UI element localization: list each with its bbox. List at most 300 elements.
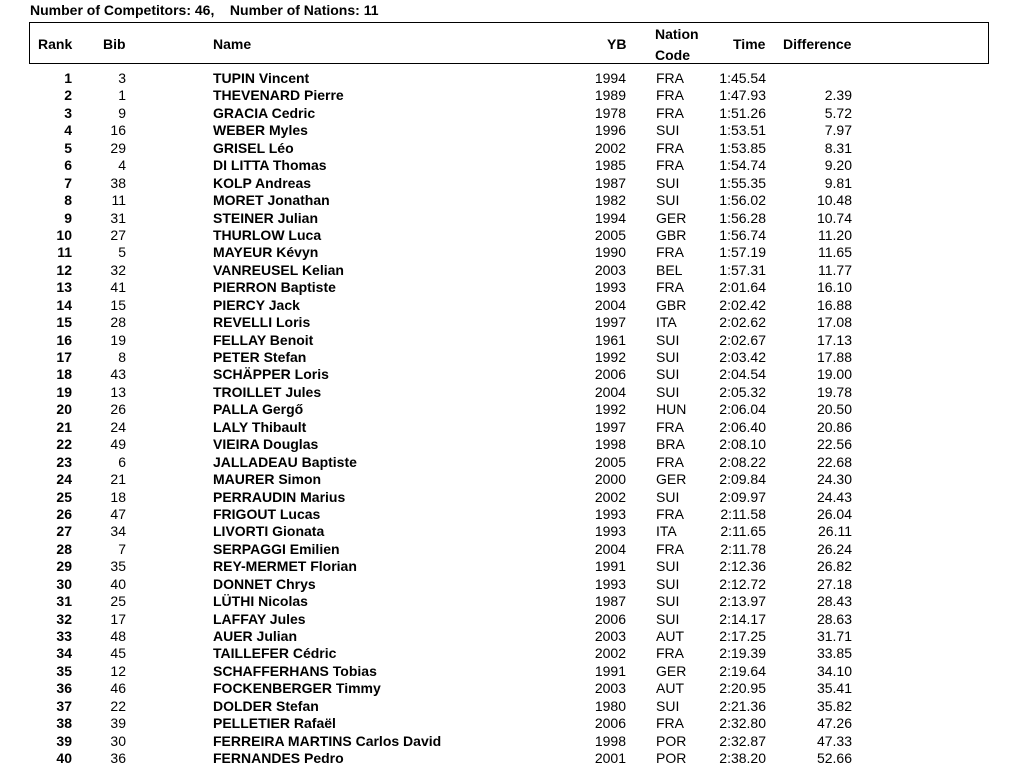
name-cell: KOLP Andreas bbox=[213, 174, 312, 191]
year-of-birth-cell: 1987 bbox=[594, 593, 626, 610]
difference-cell: 17.88 bbox=[816, 349, 852, 365]
rank-cell: 1 bbox=[64, 70, 72, 86]
name-cell: GRISEL Léo bbox=[213, 139, 294, 156]
name-cell: GRACIA Cedric bbox=[213, 104, 316, 121]
table-row bbox=[0, 262, 1024, 279]
difference-cell: 10.74 bbox=[816, 209, 852, 226]
difference-cell: 35.41 bbox=[816, 680, 852, 697]
rank-cell: 37 bbox=[56, 697, 72, 714]
difference-cell: 2.39 bbox=[824, 87, 852, 104]
rank-cell: 24 bbox=[56, 471, 72, 488]
time-cell: 1:45.54 bbox=[719, 70, 766, 86]
difference-cell: 17.13 bbox=[816, 331, 852, 348]
year-of-birth-cell: 2005 bbox=[594, 453, 626, 470]
header-nation-line1: Nation bbox=[655, 26, 699, 42]
time-cell: 2:19.39 bbox=[719, 645, 766, 662]
name-cell: JALLADEAU Baptiste bbox=[213, 453, 357, 470]
nations-count: Number of Nations: 11 bbox=[229, 2, 379, 18]
difference-cell: 34.10 bbox=[816, 662, 852, 679]
difference-cell: 24.30 bbox=[816, 471, 852, 488]
name-cell: STEINER Julian bbox=[213, 209, 319, 226]
table-row bbox=[0, 332, 1024, 349]
name-cell: MAURER Simon bbox=[213, 471, 322, 488]
header-time: Time bbox=[733, 36, 766, 52]
rank-cell: 27 bbox=[56, 523, 72, 540]
bib-cell: 12 bbox=[110, 662, 126, 679]
name-cell: PELLETIER Rafaël bbox=[213, 715, 336, 732]
time-cell: 1:47.93 bbox=[719, 87, 766, 104]
table-row bbox=[0, 576, 1024, 593]
difference-cell: 22.56 bbox=[816, 436, 852, 453]
nation-code-cell: SUI bbox=[656, 697, 680, 714]
bib-cell: 17 bbox=[110, 610, 126, 627]
bib-cell: 15 bbox=[110, 296, 126, 313]
name-cell: DOLDER Stefan bbox=[213, 697, 319, 714]
rank-cell: 25 bbox=[56, 488, 72, 505]
year-of-birth-cell: 2006 bbox=[594, 610, 626, 627]
table-row bbox=[0, 87, 1024, 104]
time-cell: 2:11.78 bbox=[720, 540, 766, 557]
name-cell: LIVORTI Gionata bbox=[213, 523, 325, 540]
time-cell: 2:04.54 bbox=[719, 366, 766, 383]
rank-cell: 5 bbox=[64, 139, 72, 156]
results-table-header bbox=[29, 22, 989, 64]
nation-code-cell: FRA bbox=[656, 157, 684, 174]
difference-cell: 7.97 bbox=[824, 122, 852, 139]
header-difference: Difference bbox=[783, 36, 852, 52]
rank-cell: 14 bbox=[56, 296, 72, 313]
time-cell: 1:53.51 bbox=[719, 122, 766, 139]
difference-cell: 9.81 bbox=[824, 174, 852, 191]
competition-summary bbox=[30, 2, 379, 18]
time-cell: 1:56.74 bbox=[719, 226, 766, 243]
difference-cell: 26.11 bbox=[818, 523, 852, 540]
difference-cell: 26.24 bbox=[816, 540, 852, 557]
bib-cell: 40 bbox=[110, 575, 126, 592]
nation-code-cell: FRA bbox=[656, 70, 684, 86]
bib-cell: 26 bbox=[110, 401, 126, 418]
name-cell: DI LITTA Thomas bbox=[213, 157, 327, 174]
nation-code-cell: FRA bbox=[656, 279, 684, 296]
difference-cell: 22.68 bbox=[816, 453, 852, 470]
table-row bbox=[0, 506, 1024, 523]
nation-code-cell: FRA bbox=[656, 104, 684, 121]
time-cell: 1:57.19 bbox=[719, 244, 766, 261]
time-cell: 2:03.42 bbox=[719, 349, 766, 365]
difference-cell: 19.00 bbox=[816, 366, 852, 383]
year-of-birth-cell: 1991 bbox=[594, 558, 626, 575]
time-cell: 1:56.02 bbox=[719, 192, 766, 209]
bib-cell: 27 bbox=[110, 226, 126, 243]
year-of-birth-cell: 2006 bbox=[594, 366, 626, 383]
time-cell: 2:06.04 bbox=[719, 401, 766, 418]
difference-cell: 11.65 bbox=[818, 244, 852, 261]
name-cell: REVELLI Loris bbox=[213, 314, 311, 331]
table-row bbox=[0, 523, 1024, 540]
rank-cell: 35 bbox=[56, 662, 72, 679]
name-cell: DONNET Chrys bbox=[213, 575, 316, 592]
nation-code-cell: POR bbox=[656, 732, 687, 749]
table-row bbox=[0, 663, 1024, 680]
year-of-birth-cell: 2002 bbox=[594, 139, 626, 156]
difference-cell: 9.20 bbox=[824, 157, 852, 174]
rank-cell: 2 bbox=[64, 87, 72, 104]
time-cell: 1:55.35 bbox=[719, 174, 766, 191]
bib-cell: 21 bbox=[110, 471, 126, 488]
difference-cell: 28.43 bbox=[816, 593, 852, 610]
header-yb: YB bbox=[607, 36, 627, 52]
name-cell: MORET Jonathan bbox=[213, 192, 330, 209]
table-row bbox=[0, 558, 1024, 575]
bib-cell: 24 bbox=[110, 418, 126, 435]
bib-cell: 34 bbox=[110, 523, 126, 540]
year-of-birth-cell: 1987 bbox=[594, 174, 626, 191]
time-cell: 2:19.64 bbox=[719, 662, 766, 679]
nation-code-cell: FRA bbox=[656, 505, 684, 522]
table-row bbox=[0, 175, 1024, 192]
year-of-birth-cell: 1992 bbox=[594, 349, 626, 365]
table-row bbox=[0, 210, 1024, 227]
competitors-count: Number of Competitors: 46, bbox=[30, 2, 215, 18]
name-cell: LALY Thibault bbox=[213, 418, 307, 435]
bib-cell: 38 bbox=[110, 174, 126, 191]
time-cell: 2:09.84 bbox=[719, 471, 766, 488]
nation-code-cell: SUI bbox=[656, 349, 680, 365]
name-cell: LAFFAY Jules bbox=[213, 610, 306, 627]
year-of-birth-cell: 2004 bbox=[594, 540, 626, 557]
rank-cell: 33 bbox=[56, 628, 72, 644]
difference-cell: 16.10 bbox=[816, 279, 852, 296]
rank-cell: 3 bbox=[64, 104, 72, 121]
nation-code-cell: GER bbox=[656, 662, 687, 679]
bib-cell: 18 bbox=[110, 488, 126, 505]
nation-code-cell: SUI bbox=[656, 383, 680, 400]
difference-cell: 26.04 bbox=[816, 505, 852, 522]
nation-code-cell: SUI bbox=[656, 366, 680, 383]
rank-cell: 4 bbox=[64, 122, 72, 139]
time-cell: 2:38.20 bbox=[719, 750, 766, 767]
time-cell: 2:32.80 bbox=[719, 715, 766, 732]
nation-code-cell: ITA bbox=[656, 314, 677, 331]
name-cell: THEVENARD Pierre bbox=[213, 87, 344, 104]
table-row bbox=[0, 471, 1024, 488]
bib-cell: 5 bbox=[118, 244, 126, 261]
rank-cell: 31 bbox=[56, 593, 72, 610]
bib-cell: 11 bbox=[111, 192, 126, 209]
nation-code-cell: GER bbox=[656, 471, 687, 488]
difference-cell: 28.63 bbox=[816, 610, 852, 627]
year-of-birth-cell: 1997 bbox=[594, 418, 626, 435]
rank-cell: 29 bbox=[56, 558, 72, 575]
nation-code-cell: POR bbox=[656, 750, 687, 767]
time-cell: 2:17.25 bbox=[719, 628, 766, 644]
table-row bbox=[0, 366, 1024, 383]
rank-cell: 19 bbox=[56, 383, 72, 400]
bib-cell: 48 bbox=[110, 628, 126, 644]
rank-cell: 6 bbox=[64, 157, 72, 174]
difference-cell: 19.78 bbox=[816, 383, 852, 400]
difference-cell: 31.71 bbox=[816, 628, 852, 644]
bib-cell: 25 bbox=[110, 593, 126, 610]
nation-code-cell: AUT bbox=[656, 680, 684, 697]
bib-cell: 28 bbox=[110, 314, 126, 331]
rank-cell: 36 bbox=[56, 680, 72, 697]
difference-cell: 10.48 bbox=[816, 192, 852, 209]
year-of-birth-cell: 1991 bbox=[594, 662, 626, 679]
table-row bbox=[0, 715, 1024, 732]
nation-code-cell: BRA bbox=[656, 436, 685, 453]
nation-code-cell: FRA bbox=[656, 244, 684, 261]
bib-cell: 45 bbox=[110, 645, 126, 662]
difference-cell: 47.33 bbox=[816, 732, 852, 749]
table-row bbox=[0, 279, 1024, 296]
year-of-birth-cell: 1996 bbox=[594, 122, 626, 139]
year-of-birth-cell: 1998 bbox=[594, 732, 626, 749]
nation-code-cell: SUI bbox=[656, 122, 680, 139]
time-cell: 1:54.74 bbox=[719, 157, 766, 174]
time-cell: 2:32.87 bbox=[719, 732, 766, 749]
bib-cell: 3 bbox=[118, 70, 126, 86]
difference-cell: 26.82 bbox=[816, 558, 852, 575]
bib-cell: 32 bbox=[110, 261, 126, 278]
bib-cell: 16 bbox=[110, 122, 126, 139]
year-of-birth-cell: 1982 bbox=[594, 192, 626, 209]
nation-code-cell: SUI bbox=[656, 593, 680, 610]
year-of-birth-cell: 1989 bbox=[594, 87, 626, 104]
time-cell: 2:09.97 bbox=[719, 488, 766, 505]
rank-cell: 16 bbox=[56, 331, 72, 348]
nation-code-cell: FRA bbox=[656, 540, 684, 557]
table-row bbox=[0, 733, 1024, 750]
bib-cell: 29 bbox=[110, 139, 126, 156]
rank-cell: 30 bbox=[56, 575, 72, 592]
rank-cell: 40 bbox=[56, 750, 72, 767]
nation-code-cell: GER bbox=[656, 209, 687, 226]
table-row bbox=[0, 192, 1024, 209]
year-of-birth-cell: 1980 bbox=[594, 697, 626, 714]
year-of-birth-cell: 1998 bbox=[594, 436, 626, 453]
bib-cell: 49 bbox=[110, 436, 126, 453]
table-row bbox=[0, 70, 1024, 87]
rank-cell: 10 bbox=[56, 226, 72, 243]
time-cell: 2:08.10 bbox=[719, 436, 766, 453]
year-of-birth-cell: 2001 bbox=[594, 750, 626, 767]
time-cell: 2:05.32 bbox=[719, 383, 766, 400]
bib-cell: 31 bbox=[110, 209, 126, 226]
nation-code-cell: FRA bbox=[656, 418, 684, 435]
time-cell: 2:13.97 bbox=[719, 593, 766, 610]
name-cell: FERREIRA MARTINS Carlos David bbox=[213, 732, 442, 749]
table-row bbox=[0, 297, 1024, 314]
year-of-birth-cell: 2006 bbox=[594, 715, 626, 732]
rank-cell: 28 bbox=[56, 540, 72, 557]
name-cell: TAILLEFER Cédric bbox=[213, 645, 337, 662]
difference-cell: 47.26 bbox=[816, 715, 852, 732]
nation-code-cell: ITA bbox=[656, 523, 677, 540]
bib-cell: 43 bbox=[110, 366, 126, 383]
nation-code-cell: SUI bbox=[656, 331, 680, 348]
year-of-birth-cell: 1993 bbox=[594, 575, 626, 592]
year-of-birth-cell: 1961 bbox=[594, 331, 626, 348]
nation-code-cell: GBR bbox=[656, 296, 687, 313]
name-cell: PETER Stefan bbox=[213, 349, 307, 365]
results-table-body bbox=[0, 70, 1024, 768]
table-row bbox=[0, 489, 1024, 506]
year-of-birth-cell: 2003 bbox=[594, 680, 626, 697]
time-cell: 2:02.62 bbox=[719, 314, 766, 331]
rank-cell: 8 bbox=[64, 192, 72, 209]
rank-cell: 26 bbox=[56, 505, 72, 522]
difference-cell: 11.77 bbox=[818, 261, 852, 278]
difference-cell: 52.66 bbox=[816, 750, 852, 767]
time-cell: 1:56.28 bbox=[719, 209, 766, 226]
name-cell: THURLOW Luca bbox=[213, 226, 322, 243]
table-row bbox=[0, 645, 1024, 662]
year-of-birth-cell: 1992 bbox=[594, 401, 626, 418]
year-of-birth-cell: 1993 bbox=[594, 279, 626, 296]
time-cell: 1:53.85 bbox=[719, 139, 766, 156]
difference-cell: 17.08 bbox=[816, 314, 852, 331]
difference-cell: 5.72 bbox=[824, 104, 852, 121]
table-row bbox=[0, 750, 1024, 767]
rank-cell: 13 bbox=[56, 279, 72, 296]
name-cell: TUPIN Vincent bbox=[213, 70, 310, 86]
year-of-birth-cell: 1993 bbox=[594, 523, 626, 540]
rank-cell: 23 bbox=[56, 453, 72, 470]
bib-cell: 9 bbox=[118, 104, 126, 121]
rank-cell: 20 bbox=[56, 401, 72, 418]
nation-code-cell: SUI bbox=[656, 558, 680, 575]
name-cell: FERNANDES Pedro bbox=[213, 750, 344, 767]
bib-cell: 22 bbox=[110, 697, 126, 714]
bib-cell: 36 bbox=[110, 750, 126, 767]
name-cell: SERPAGGI Emilien bbox=[213, 540, 340, 557]
difference-cell: 33.85 bbox=[816, 645, 852, 662]
year-of-birth-cell: 1997 bbox=[594, 314, 626, 331]
table-row bbox=[0, 401, 1024, 418]
bib-cell: 8 bbox=[118, 349, 126, 365]
name-cell: PIERCY Jack bbox=[213, 296, 300, 313]
bib-cell: 13 bbox=[110, 383, 126, 400]
year-of-birth-cell: 2002 bbox=[594, 488, 626, 505]
name-cell: REY-MERMET Florian bbox=[213, 558, 357, 575]
rank-cell: 21 bbox=[56, 418, 72, 435]
rank-cell: 32 bbox=[56, 610, 72, 627]
header-bib: Bib bbox=[103, 36, 126, 52]
table-row bbox=[0, 419, 1024, 436]
difference-cell: 35.82 bbox=[816, 697, 852, 714]
time-cell: 1:51.26 bbox=[719, 104, 766, 121]
year-of-birth-cell: 1990 bbox=[594, 244, 626, 261]
nation-code-cell: FRA bbox=[656, 453, 684, 470]
name-cell: PALLA Gergő bbox=[213, 401, 304, 418]
name-cell: LÜTHI Nicolas bbox=[213, 593, 308, 610]
time-cell: 2:02.42 bbox=[719, 296, 766, 313]
time-cell: 2:21.36 bbox=[719, 697, 766, 714]
header-nation-line2: Code bbox=[655, 47, 690, 63]
nation-code-cell: SUI bbox=[656, 192, 680, 209]
time-cell: 2:02.67 bbox=[719, 331, 766, 348]
nation-code-cell: HUN bbox=[656, 401, 687, 418]
name-cell: VIEIRA Douglas bbox=[213, 436, 319, 453]
year-of-birth-cell: 2004 bbox=[594, 296, 626, 313]
bib-cell: 39 bbox=[110, 715, 126, 732]
rank-cell: 34 bbox=[56, 645, 72, 662]
table-row bbox=[0, 227, 1024, 244]
header-nation bbox=[655, 24, 699, 66]
bib-cell: 35 bbox=[110, 558, 126, 575]
rank-cell: 39 bbox=[56, 732, 72, 749]
rank-cell: 38 bbox=[56, 715, 72, 732]
year-of-birth-cell: 2004 bbox=[594, 383, 626, 400]
name-cell: VANREUSEL Kelian bbox=[213, 261, 344, 278]
name-cell: FRIGOUT Lucas bbox=[213, 505, 321, 522]
nation-code-cell: SUI bbox=[656, 610, 680, 627]
time-cell: 2:14.17 bbox=[719, 610, 766, 627]
rank-cell: 7 bbox=[64, 174, 72, 191]
rank-cell: 9 bbox=[64, 209, 72, 226]
nation-code-cell: SUI bbox=[656, 488, 680, 505]
header-rank: Rank bbox=[38, 36, 73, 52]
name-cell: TROILLET Jules bbox=[213, 383, 322, 400]
name-cell: AUER Julian bbox=[213, 628, 298, 644]
year-of-birth-cell: 1994 bbox=[594, 70, 626, 86]
year-of-birth-cell: 1994 bbox=[594, 209, 626, 226]
bib-cell: 4 bbox=[118, 157, 126, 174]
nation-code-cell: BEL bbox=[656, 261, 683, 278]
name-cell: PERRAUDIN Marius bbox=[213, 488, 346, 505]
time-cell: 2:08.22 bbox=[719, 453, 766, 470]
rank-cell: 12 bbox=[56, 261, 72, 278]
name-cell: PIERRON Baptiste bbox=[213, 279, 336, 296]
name-cell: FOCKENBERGER Timmy bbox=[213, 680, 381, 697]
table-row bbox=[0, 244, 1024, 261]
name-cell: WEBER Myles bbox=[213, 122, 308, 139]
header-name: Name bbox=[213, 36, 252, 52]
difference-cell: 8.31 bbox=[824, 139, 852, 156]
bib-cell: 30 bbox=[110, 732, 126, 749]
time-cell: 2:01.64 bbox=[719, 279, 766, 296]
year-of-birth-cell: 2003 bbox=[594, 628, 626, 644]
nation-code-cell: FRA bbox=[656, 139, 684, 156]
name-cell: SCHÄPPER Loris bbox=[213, 366, 329, 383]
name-cell: MAYEUR Kévyn bbox=[213, 244, 319, 261]
time-cell: 2:20.95 bbox=[719, 680, 766, 697]
difference-cell: 16.88 bbox=[816, 296, 852, 313]
year-of-birth-cell: 2000 bbox=[594, 471, 626, 488]
rank-cell: 15 bbox=[56, 314, 72, 331]
table-row bbox=[0, 349, 1024, 366]
difference-cell: 20.86 bbox=[816, 418, 852, 435]
nation-code-cell: FRA bbox=[656, 87, 684, 104]
name-cell: SCHAFFERHANS Tobias bbox=[213, 662, 377, 679]
table-row bbox=[0, 628, 1024, 645]
time-cell: 2:11.65 bbox=[720, 523, 766, 540]
rank-cell: 17 bbox=[56, 349, 72, 365]
rank-cell: 18 bbox=[56, 366, 72, 383]
table-row bbox=[0, 157, 1024, 174]
table-row bbox=[0, 698, 1024, 715]
bib-cell: 41 bbox=[110, 279, 126, 296]
year-of-birth-cell: 1993 bbox=[594, 505, 626, 522]
year-of-birth-cell: 1978 bbox=[594, 104, 626, 121]
time-cell: 2:12.72 bbox=[719, 575, 766, 592]
table-row bbox=[0, 541, 1024, 558]
table-row bbox=[0, 454, 1024, 471]
nation-code-cell: FRA bbox=[656, 715, 684, 732]
table-row bbox=[0, 314, 1024, 331]
time-cell: 2:11.58 bbox=[720, 505, 766, 522]
